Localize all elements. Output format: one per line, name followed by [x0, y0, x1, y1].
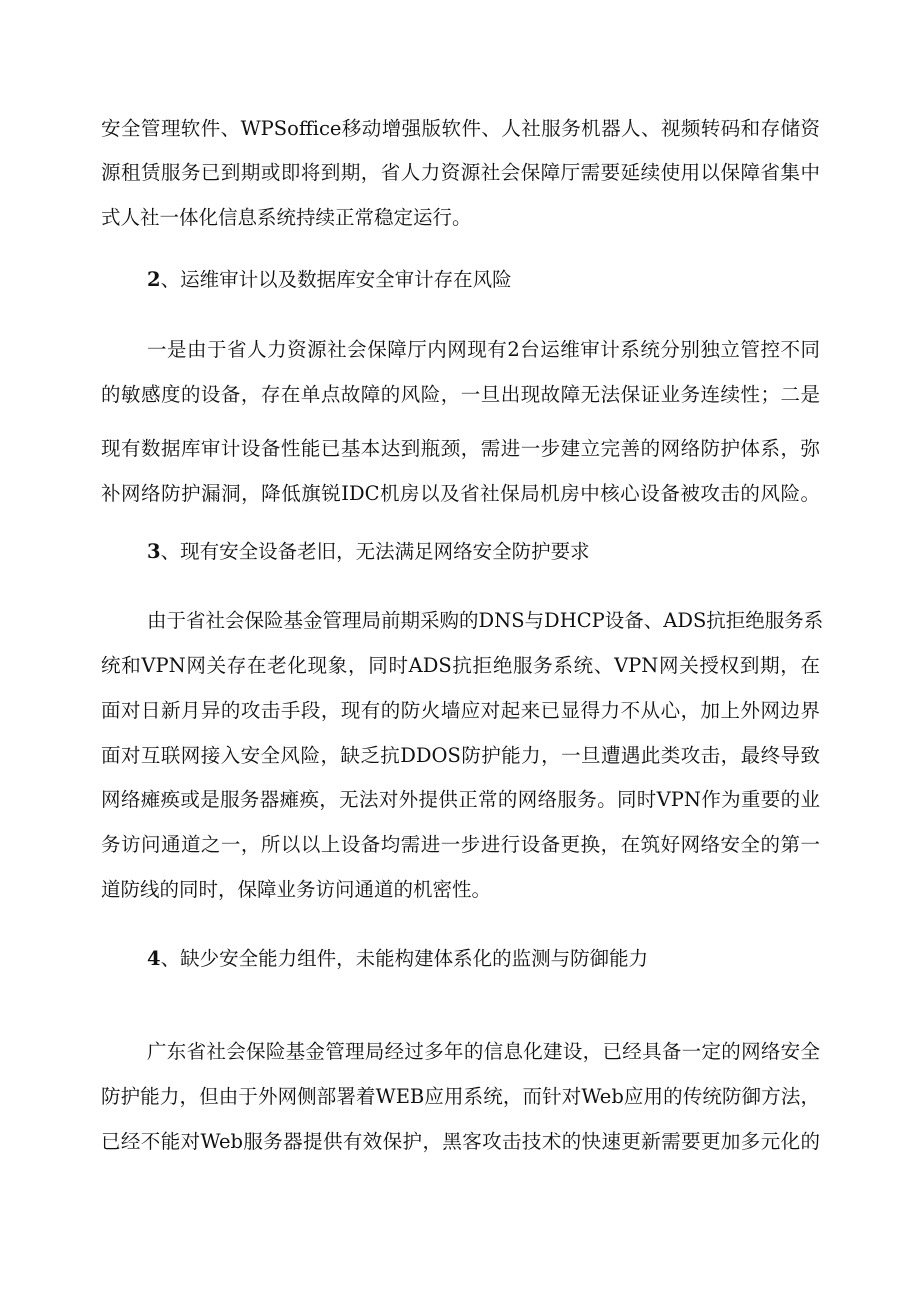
- paragraph-line: 式人社一体化信息系统持续正常稳定运行。: [101, 206, 472, 229]
- section-heading-3: [0, 537, 920, 567]
- section-heading-number: 2: [147, 268, 161, 291]
- paragraph-line: 统和VPN网关存在老化现象，同时ADS抗拒绝服务系统、VPN网关授权到期，在: [101, 654, 820, 677]
- paragraph-line: 广东省社会保险基金管理局经过多年的信息化建设，已经具备一定的网络安全: [147, 1040, 820, 1063]
- paragraph-line: 由于省社会保险基金管理局前期采购的DNS与DHCP设备、ADS抗拒绝服务系: [147, 609, 824, 632]
- paragraph-line: 防护能力，但由于外网侧部署着WEB应用系统，而针对Web应用的传统防御方法，: [101, 1085, 820, 1108]
- section-heading-text: 、缺少安全能力组件，未能构建体系化的监测与防御能力: [160, 947, 649, 970]
- paragraph-line: 已经不能对Web服务器提供有效保护，黑客攻击技术的快速更新需要更加多元化的: [101, 1130, 820, 1153]
- paragraph-line: 一是由于省人力资源社会保障厅内网现有2台运维审计系统分别独立管控不同: [147, 338, 820, 361]
- paragraph-line: 面对日新月异的攻击手段，现有的防火墙应对起来已显得力不从心，加上外网边界: [101, 699, 820, 722]
- paragraph-line: 的敏感度的设备，存在单点故障的风险，一旦出现故障无法保证业务连续性；二是: [101, 383, 820, 406]
- section-heading-number: 3: [147, 540, 161, 563]
- paragraph-line: 源租赁服务已到期或即将到期，省人力资源社会保障厅需要延续使用以保障省集中: [101, 161, 820, 184]
- section-heading-number: 4: [147, 947, 161, 970]
- section-heading-text: 、现有安全设备老旧，无法满足网络安全防护要求: [160, 540, 590, 563]
- paragraph-line: 现有数据库审计设备性能已基本达到瓶颈，需进一步建立完善的网络防护体系，弥: [101, 437, 820, 460]
- paragraph-line: 补网络防护漏洞，降低旗锐IDC机房以及省社保局机房中核心设备被攻击的风险。: [101, 482, 820, 505]
- section-heading-4: [0, 944, 920, 974]
- section-heading-text: 、运维审计以及数据库安全审计存在风险: [160, 268, 512, 291]
- paragraph-line: 务访问通道之一，所以以上设备均需进一步进行设备更换，在筑好网络安全的第一: [101, 833, 820, 856]
- section-heading-2: [0, 265, 920, 295]
- paragraph-line: 网络瘫痪或是服务器瘫痪，无法对外提供正常的网络服务。同时VPN作为重要的业: [101, 788, 820, 811]
- paragraph-line: 道防线的同时，保障业务访问通道的机密性。: [101, 878, 492, 901]
- paragraph-line: 安全管理软件、WPSoffice移动增强版软件、人社服务机器人、视频转码和存储资: [101, 117, 820, 140]
- paragraph-line: 面对互联网接入安全风险，缺乏抗DDOS防护能力，一旦遭遇此类攻击，最终导致: [101, 744, 820, 767]
